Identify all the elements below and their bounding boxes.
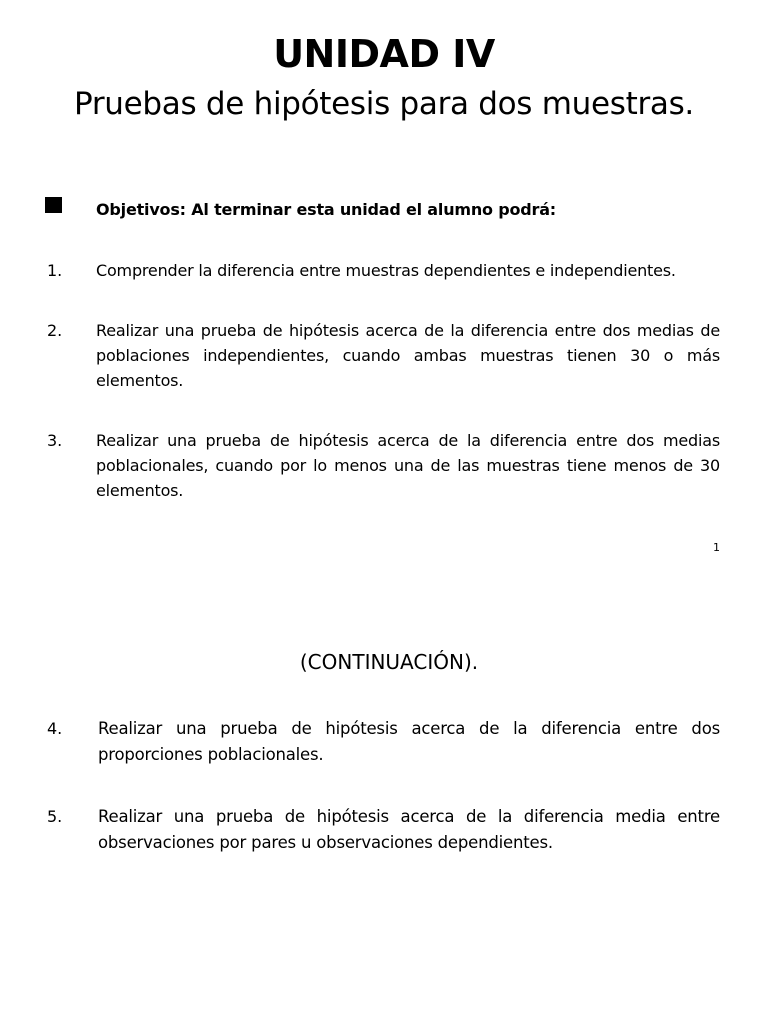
list-item-text: Realizar una prueba de hipótesis acerca de la diferencia entre dos medias poblacionales, cuando por lo menos una de las muestras tiene menos de 30 elementos.	[96, 431, 720, 500]
list-item-number: 4.	[47, 719, 63, 738]
page-title: UNIDAD IV	[273, 32, 495, 76]
continuation-heading: (CONTINUACIÓN).	[299, 650, 479, 674]
page-subtitle: Pruebas de hipótesis para dos muestras.	[74, 86, 694, 122]
list-item-text: Realizar una prueba de hipótesis acerca de la diferencia entre dos medias de poblaciones independientes, cuando ambas muestras tienen 30 o más elementos.	[96, 321, 720, 390]
page-number: 1	[713, 541, 720, 554]
list-item-text: Realizar una prueba de hipótesis acerca de la diferencia entre dos proporciones poblacionales.	[98, 719, 720, 764]
list-item-number: 2.	[47, 321, 63, 340]
list-item-number: 5.	[47, 807, 63, 826]
list-item-text: Comprender la diferencia entre muestras dependientes e independientes.	[96, 261, 676, 280]
objectives-heading: Objetivos: Al terminar esta unidad el alumno podrá:	[96, 200, 556, 219]
list-item-text: Realizar una prueba de hipótesis acerca de la diferencia media entre observaciones por pares u observaciones dependientes.	[98, 807, 720, 852]
square-bullet-icon	[45, 197, 62, 213]
list-item-number: 1.	[47, 261, 63, 280]
list-item-number: 3.	[47, 431, 63, 450]
